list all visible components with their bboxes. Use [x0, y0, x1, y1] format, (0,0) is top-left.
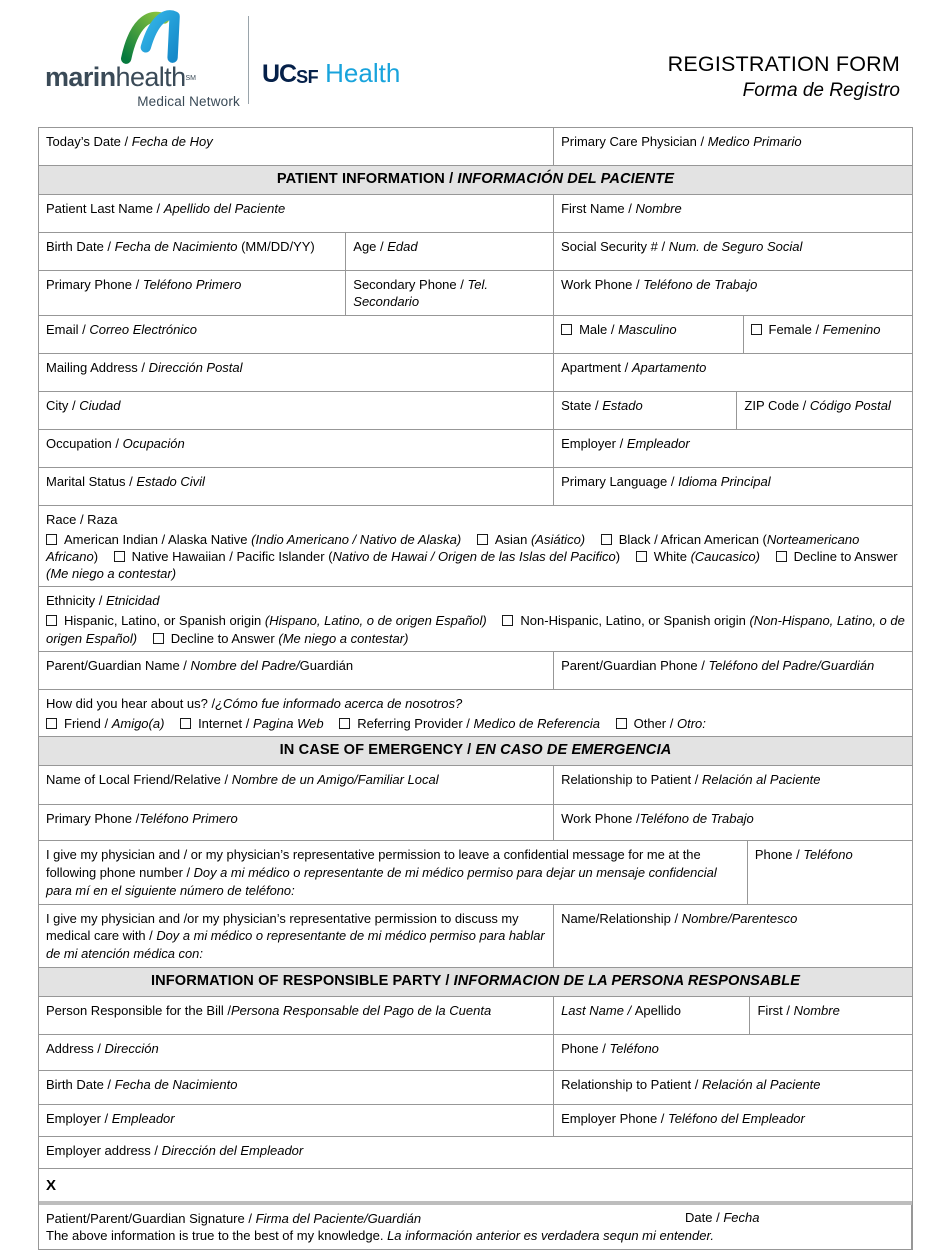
responsible-phone-field [554, 1035, 912, 1070]
responsible-employer-phone-field [554, 1105, 912, 1136]
male-checkbox[interactable] [561, 324, 572, 335]
checkbox-friend[interactable] [46, 718, 57, 729]
label-en: Phone / [754, 847, 804, 863]
label-en: PATIENT INFORMATION / [276, 171, 458, 187]
checkbox-black-african-american[interactable] [601, 534, 612, 545]
marinhealth-wordmark [45, 64, 240, 91]
row-phones [39, 271, 912, 315]
label-es: Relación al Paciente [701, 772, 821, 788]
label-en: IN CASE OF EMERGENCY / [279, 741, 476, 758]
responsible-first-name-field [750, 997, 912, 1034]
ethnicity-options [46, 612, 905, 646]
race-options [46, 531, 905, 582]
label-en: I give my physician and / or my physician’s representative permission to leave a confidential message for me at the following phone number / [46, 847, 701, 881]
label-en: Social Security # / [561, 239, 669, 255]
consent-name-relationship-field [554, 905, 912, 967]
label-es: Nombre del Padre/ [190, 657, 300, 673]
label-es: (Asiático) [530, 531, 586, 547]
label-en: Date / [685, 1210, 724, 1226]
page-subtitle: Forma de Registro [742, 80, 900, 101]
label-en: Decline to Answer [793, 548, 898, 564]
signature-field [39, 1205, 912, 1248]
label-en: Occupation / [46, 435, 123, 451]
ethnicity-option [46, 613, 487, 628]
row-date-pcp [39, 128, 912, 166]
label-en: ) [93, 548, 99, 564]
row-responsible-address [39, 1035, 912, 1071]
logo-divider [248, 16, 249, 104]
local-friend-relative-field [39, 766, 554, 804]
label-en: Black / African American ( [618, 531, 767, 547]
label-en: Name of Local Friend/Relative / [46, 772, 232, 788]
label-en: American Indian / Alaska Native [64, 531, 252, 547]
checkbox-decline-ethnicity[interactable] [153, 633, 164, 644]
label-en: Employer address / [46, 1143, 162, 1159]
label-en: White [653, 548, 691, 564]
label-en: ) [615, 548, 621, 564]
label-en: Native Hawaiian / Pacific Islander ( [131, 548, 333, 564]
checkbox-american-indian[interactable] [46, 534, 57, 545]
label-en: Parent/Guardian Name / [46, 657, 191, 673]
row-parent-guardian [39, 652, 912, 690]
label-es: Nombre [635, 201, 682, 217]
label-es: (Me niego a contestar) [278, 630, 409, 646]
label-en: Decline to Answer [170, 630, 279, 646]
label-en: How did you hear about us? / [46, 695, 216, 711]
label-en: Employer Phone / [561, 1111, 669, 1127]
label-es: Teléfono Primero [142, 277, 242, 293]
mailing-address-field [39, 354, 554, 391]
race-option [46, 532, 461, 547]
page-title: REGISTRATION FORM [667, 52, 900, 76]
label-es: Etnicidad [105, 593, 160, 609]
signature-label [46, 1210, 904, 1227]
responsible-birth-date-field [39, 1071, 554, 1104]
female-option [744, 316, 913, 353]
row-name [39, 195, 912, 233]
hear-option [180, 716, 324, 731]
label-es: Teléfono [803, 847, 853, 863]
male-option [554, 316, 743, 353]
person-responsible-field [39, 997, 554, 1034]
label-en: First Name / [561, 201, 636, 217]
label-es: Norteamericano Africano [46, 531, 860, 564]
marinhealth-logo [45, 8, 240, 109]
responsible-relationship-field [554, 1071, 912, 1104]
primary-phone-field [39, 271, 346, 314]
label-es: EN CASO DE EMERGENCIA [475, 741, 672, 758]
ssn-field [554, 233, 912, 270]
race-option [477, 532, 585, 547]
label-es: Medico Primario [707, 134, 802, 149]
female-checkbox[interactable] [751, 324, 762, 335]
label-es: (Hispano, Latino, o de origen Español) [264, 613, 487, 629]
hear-options [46, 715, 905, 732]
label-es: Tel. Secondario [353, 277, 488, 310]
row-ethnicity [39, 587, 912, 651]
ethnicity-title [46, 592, 905, 609]
label-en: Work Phone / [561, 277, 644, 293]
label-en: Age / [353, 239, 388, 255]
label-en: Person Responsible for the Bill / [46, 1003, 231, 1019]
label-en: City / [46, 397, 80, 413]
row-occupation [39, 430, 912, 468]
section-responsible-party [39, 968, 912, 997]
checkbox-asian[interactable] [477, 534, 488, 545]
label-es: (Non-Hispano, Latino, o de origen Español) [46, 613, 905, 646]
marinhealth-tagline: Medical Network [137, 94, 240, 109]
label-es: Estado Civil [136, 473, 205, 489]
label-es: Fecha de Hoy [131, 134, 213, 149]
label-es: Teléfono del Padre/Guardián [708, 657, 875, 673]
race-field [39, 506, 912, 587]
label-en: Male / [579, 321, 619, 337]
row-race [39, 506, 912, 588]
label-es: Dirección del Empleador [161, 1143, 304, 1159]
label-es: Teléfono del Empleador [668, 1111, 805, 1127]
label-en: Relationship to Patient / [561, 1077, 702, 1093]
row-signature-x [39, 1169, 912, 1205]
label-en: (MM/DD/YY) [237, 239, 315, 255]
employer-field [554, 430, 912, 467]
label-es: La información anterior es verdadera sequn mi entender. [387, 1228, 714, 1244]
label-es: INFORMACIÓN DEL PACIENTE [457, 171, 675, 187]
label-es: Empleador [111, 1111, 175, 1127]
label-en: Friend / [64, 715, 112, 731]
marin-bold-text: marin [45, 62, 116, 92]
label-es: Apellido del Paciente [163, 201, 286, 217]
row-employer-address [39, 1137, 912, 1169]
emergency-work-phone-field [554, 805, 912, 840]
label-es: Persona Responsable del Pago de la Cuenta [230, 1003, 492, 1019]
ucsf-health-text: Health [325, 58, 401, 88]
label-es: Empleador [626, 435, 690, 451]
label-en: Phone / [561, 1041, 610, 1057]
label-en: Ethnicity / [46, 593, 106, 609]
label-es: Doy a mi médico o representante de mi médico permiso para hablar de mi atención médica con: [46, 928, 545, 962]
label-en: Patient/Parent/Guardian Signature / [46, 1211, 256, 1227]
label-en: Mailing Address / [46, 359, 149, 375]
label-es: ¿Cómo fue informado acerca de nosotros? [215, 695, 463, 711]
signature-x-mark: X [46, 1177, 57, 1195]
label-es: Medico de Referencia [473, 715, 600, 731]
marin-light-text: health [115, 62, 186, 92]
label-es: Nombre [793, 1003, 840, 1019]
row-marital-language [39, 468, 912, 506]
label-es: Teléfono de Trabajo [643, 277, 758, 293]
marin-servicemark: SM [185, 75, 196, 82]
responsible-last-name-field [554, 997, 750, 1034]
label-es: Fecha de Nacimiento [114, 239, 238, 255]
label-es: Código Postal [809, 397, 891, 413]
label-es: (Caucasico) [690, 548, 760, 564]
attestation-text [46, 1227, 904, 1244]
label-es: INFORMACION DE LA PERSONA RESPONSABLE [453, 973, 801, 989]
label-en: Employer / [561, 435, 627, 451]
label-es: Apellido [634, 1003, 682, 1019]
ethnicity-field [39, 587, 912, 650]
label-es: Otro: [676, 715, 706, 731]
ucsf-sf-text: SF [296, 67, 319, 87]
label-en: Hispanic, Latino, or Spanish origin [64, 613, 265, 629]
responsible-employer-field [39, 1105, 554, 1136]
checkbox-white[interactable] [636, 551, 647, 562]
registration-form-table [38, 127, 913, 1250]
label-en: Parent/Guardian Phone / [561, 657, 709, 673]
ucsf-health-logo [262, 58, 400, 89]
todays-date-field [39, 128, 554, 165]
label-en: INFORMATION OF RESPONSIBLE PARTY / [150, 973, 454, 989]
label-es: Relación al Paciente [701, 1077, 821, 1093]
label-en: Employer / [46, 1111, 112, 1127]
label-es: Femenino [822, 321, 881, 337]
row-responsible-person [39, 997, 912, 1035]
row-confidential-message [39, 841, 912, 904]
checkbox-other[interactable] [616, 718, 627, 729]
label-es: Ocupación [122, 435, 185, 451]
checkbox-internet[interactable] [180, 718, 191, 729]
label-en: First / [757, 1003, 794, 1019]
work-phone-field [554, 271, 912, 314]
label-en: Other / [633, 715, 677, 731]
secondary-phone-field [346, 271, 554, 314]
checkbox-hispanic[interactable] [46, 615, 57, 626]
label-es: Fecha de Nacimiento [114, 1077, 238, 1093]
section-header [39, 737, 912, 765]
city-field [39, 392, 554, 429]
label-es: Ciudad [79, 397, 121, 413]
label-en: Referring Provider / [357, 715, 474, 731]
marinhealth-arch-icon [121, 8, 187, 62]
checkbox-non-hispanic[interactable] [502, 615, 513, 626]
section-header [39, 166, 912, 194]
checkbox-native-hawaiian[interactable] [114, 551, 125, 562]
row-mailing [39, 354, 912, 392]
label-en: Relationship to Patient / [561, 772, 702, 788]
row-emergency-name [39, 766, 912, 805]
race-option [114, 549, 620, 564]
hear-option [46, 716, 164, 731]
label-en: Primary Phone / [46, 277, 143, 293]
label-es: (Me niego a contestar) [46, 566, 177, 582]
label-en: Today’s Date / [46, 134, 132, 149]
label-en: Address / [46, 1041, 105, 1057]
row-city-state-zip [39, 392, 912, 430]
label-es: (Indio Americano / Nativo de Alaska) [251, 531, 462, 547]
section-in-case-of-emergency [39, 737, 912, 766]
occupation-field [39, 430, 554, 467]
label-en: State / [561, 397, 603, 413]
label-es: Dirección [104, 1041, 159, 1057]
label-es: Correo Electrónico [89, 321, 197, 337]
label-es: Teléfono Primero [139, 811, 238, 827]
parent-guardian-phone-field [554, 652, 912, 689]
label-en: Email / [46, 321, 90, 337]
label-en: The above information is true to the best of my knowledge. [46, 1228, 388, 1244]
patient-last-name-field [39, 195, 554, 232]
row-responsible-birth [39, 1071, 912, 1105]
label-en: ZIP Code / [744, 397, 810, 413]
ethnicity-option [153, 631, 409, 646]
hear-option [339, 716, 600, 731]
label-es: Dirección Postal [148, 359, 243, 375]
hear-option [616, 716, 706, 731]
label-en: Asian [494, 531, 531, 547]
hear-about-us-field [39, 690, 912, 736]
label-en: Guardián [299, 657, 354, 673]
label-es: Teléfono de Trabajo [639, 811, 754, 827]
label-es: Doy a mi médico o representante de mi médico permiso para dejar un mensaje confidencial para mí en el siguiente número de teléfono: [46, 865, 717, 898]
label-en: Name/Relationship / [561, 910, 682, 926]
label-es: Apartamento [631, 359, 707, 375]
label-es: Num. de Seguro Social [668, 239, 803, 255]
label-es: Pagina Web [252, 715, 324, 731]
label-es: Nativo de Hawai / Origen de las Islas del Pacifico [332, 548, 616, 564]
label-es: Nombre/Parentesco [681, 910, 798, 926]
consent-phone-field [748, 841, 912, 903]
row-discuss-care [39, 905, 912, 968]
label-en: Birth Date / [46, 1077, 115, 1093]
zip-code-field [737, 392, 912, 429]
hear-title [46, 695, 905, 712]
label-es: Amigo(a) [111, 715, 165, 731]
birth-date-field [39, 233, 346, 270]
checkbox-decline-race[interactable] [776, 551, 787, 562]
ucsf-uc-text: UC [262, 60, 297, 88]
label-en: Primary Care Physician / [561, 134, 708, 149]
employer-address-field [39, 1137, 912, 1168]
checkbox-referring-provider[interactable] [339, 718, 350, 729]
label-en: Marital Status / [46, 473, 137, 489]
emergency-primary-phone-field [39, 805, 554, 840]
title-block [668, 52, 900, 102]
label-en: Apartment / [561, 359, 632, 375]
label-en: Birth Date / [46, 239, 115, 255]
relationship-to-patient-field [554, 766, 912, 804]
label-en: Work Phone / [561, 811, 640, 827]
label-es: Edad [387, 239, 418, 255]
row-how-did-you-hear [39, 690, 912, 737]
label-es: Fecha [723, 1210, 760, 1226]
primary-care-physician-field [554, 128, 912, 165]
race-option [636, 549, 760, 564]
date-field [685, 1210, 759, 1225]
label-es: Nombre de un Amigo/Familiar Local [231, 772, 439, 788]
section-patient-information [39, 166, 912, 195]
section-header [39, 968, 912, 996]
label-en: Secondary Phone / [353, 277, 468, 293]
label-es: Teléfono [609, 1041, 659, 1057]
label-es: Idioma Principal [678, 473, 771, 489]
row-signature [39, 1205, 912, 1248]
responsible-address-field [39, 1035, 554, 1070]
primary-language-field [554, 468, 912, 505]
label-en: Non-Hispanic, Latino, or Spanish origin [520, 613, 750, 629]
age-field [346, 233, 554, 270]
label-en: Primary Phone / [46, 811, 140, 827]
label-en: I give my physician and /or my physician’s representative permission to discuss my medical care with / [46, 910, 519, 944]
label-es: Firma del Paciente/Guardián [255, 1211, 422, 1227]
parent-guardian-name-field [39, 652, 554, 689]
marital-status-field [39, 468, 554, 505]
discuss-care-consent [39, 905, 554, 967]
label-en: Last Name / [561, 1003, 635, 1019]
row-birth-age-ssn [39, 233, 912, 271]
race-title: Race / Raza [46, 511, 118, 527]
row-email-gender [39, 316, 912, 354]
label-en: Internet / [198, 715, 253, 731]
confidential-message-consent [39, 841, 748, 903]
row-responsible-employer [39, 1105, 912, 1137]
email-field [39, 316, 554, 353]
first-name-field [554, 195, 912, 232]
label-es: Masculino [618, 321, 677, 337]
label-en: Female / [768, 321, 823, 337]
label-en: Patient Last Name / [46, 201, 164, 217]
label-en: Primary Language / [561, 473, 679, 489]
apartment-field [554, 354, 912, 391]
label-es: Estado [602, 397, 643, 413]
row-emergency-phones [39, 805, 912, 841]
state-field [554, 392, 737, 429]
